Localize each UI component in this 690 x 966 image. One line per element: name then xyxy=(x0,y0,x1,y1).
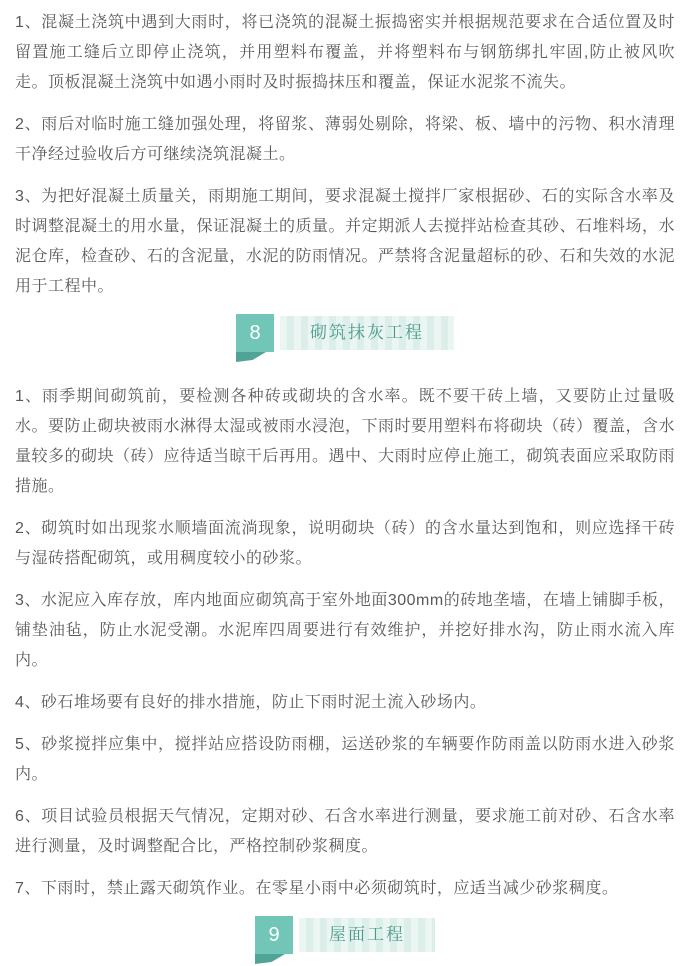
section-number: 8 xyxy=(236,314,274,352)
ribbon-fold xyxy=(236,352,266,362)
section-number-ribbon xyxy=(236,314,274,352)
paragraph: 3、为把好混凝土质量关，雨期施工期间，要求混凝土搅拌厂家根据砂、石的实际含水率及时调整混凝土的用水量，保证混凝土的质量。并定期派人去搅拌站检查其砂、石堆料场，水泥仓库，检查砂、石的含泥量，水泥的防雨情况。严禁将含泥量超标的砂、石和失效的水泥用于工程中。 xyxy=(15,188,676,295)
section-number-ribbon xyxy=(255,916,293,954)
section-heading-masonry xyxy=(15,314,675,364)
paragraph: 2、雨后对临时施工缝加强处理，将留浆、薄弱处剔除，将梁、板、墙中的污物、积水清理干净经过验收后方可继续浇筑混凝土。 xyxy=(15,116,675,163)
paragraph: 3、水泥应入库存放，库内地面应砌筑高于室外地面300mm的砖地垄墙，在墙上铺脚手板，铺垫油毡，防止水泥受潮。水泥库四周要进行有效维护，并挖好排水沟，防止雨水流入库内。 xyxy=(15,592,675,669)
paragraph: 5、砂浆搅拌应集中，搅拌站应搭设防雨棚，运送砂浆的车辆要作防雨盖以防雨水进入砂浆内。 xyxy=(15,736,675,783)
ribbon-fold xyxy=(255,954,285,964)
paragraph: 7、下雨时，禁止露天砌筑作业。在零星小雨中必须砌筑时，应适当减少砂浆稠度。 xyxy=(15,880,619,897)
section-title: 砌筑抹灰工程 xyxy=(280,316,454,350)
section-number: 9 xyxy=(255,916,293,954)
section-title: 屋面工程 xyxy=(299,918,435,952)
paragraph: 1、雨季期间砌筑前，要检测各种砖或砌块的含水率。既不要干砖上墙，又要防止过量吸水。要防止砌块被雨水淋得太湿或被雨水浸泡，下雨时要用塑料布将砌块（砖）覆盖，含水量较多的砌块（砖）应待适当晾干后再用。遇中、大雨时应停止施工，砌筑表面应采取防雨措施。 xyxy=(15,388,676,495)
paragraph: 4、砂石堆场要有良好的排水措施，防止下雨时泥土流入砂场内。 xyxy=(15,694,487,711)
paragraph: 6、项目试验员根据天气情况，定期对砂、石含水率进行测量，要求施工前对砂、石含水率进行测量，及时调整配合比，严格控制砂浆稠度。 xyxy=(15,808,675,855)
paragraph: 1、混凝土浇筑中遇到大雨时，将已浇筑的混凝土振捣密实并根据规范要求在合适位置及时留置施工缝后立即停止浇筑，并用塑料布覆盖，并将塑料布与钢筋绑扎牢固,防止被风吹走。顶板混凝土浇筑中如遇小雨时及时振捣抹压和覆盖，保证水泥浆不流失。 xyxy=(15,14,675,91)
section-heading-roofing xyxy=(15,916,675,966)
paragraph: 2、砌筑时如出现浆水顺墙面流淌现象，说明砌块（砖）的含水量达到饱和，则应选择干砖与湿砖搭配砌筑，或用稠度较小的砂浆。 xyxy=(15,520,675,567)
